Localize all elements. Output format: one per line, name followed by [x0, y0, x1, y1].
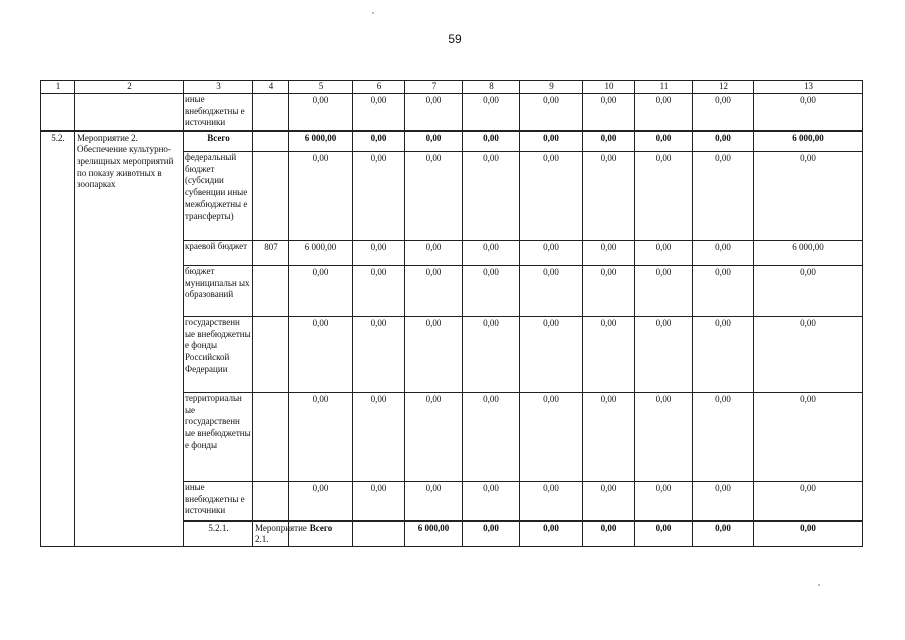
value-cell: 6 000,00 — [754, 131, 863, 152]
event-name: Мероприятие 2. Обеспечение культурно-зрелищных мероприятий по показу животных в зоопарках — [75, 131, 184, 547]
scan-speck — [372, 12, 374, 14]
value-cell: 0,00 — [353, 241, 405, 266]
funding-source: государственн ые внебюджетны е фонды Российской Федерации — [184, 317, 253, 393]
value-cell: 0,00 — [583, 317, 635, 393]
value-cell: 0,00 — [520, 266, 583, 317]
row-number: 5.2. — [41, 131, 75, 547]
value-cell: 0,00 — [463, 521, 520, 547]
column-header: 9 — [520, 81, 583, 94]
funding-source: территориальн ые государственн ые внебюджетны е фонды — [184, 393, 253, 482]
value-cell: 0,00 — [353, 317, 405, 393]
column-header: 7 — [405, 81, 463, 94]
value-cell: 0,00 — [463, 94, 520, 131]
value-cell: 6 000,00 — [289, 241, 353, 266]
value-cell: 0,00 — [693, 482, 754, 521]
value-cell: 0,00 — [289, 317, 353, 393]
value-cell: 0,00 — [463, 152, 520, 241]
value-cell: 0,00 — [520, 393, 583, 482]
value-cell: 0,00 — [583, 94, 635, 131]
value-cell: 0,00 — [353, 94, 405, 131]
budget-table — [40, 80, 863, 547]
value-cell: 0,00 — [463, 266, 520, 317]
funding-source: бюджет муниципальн ых образований — [184, 266, 253, 317]
column-header: 2 — [75, 81, 184, 94]
value-cell: 0,00 — [583, 482, 635, 521]
value-cell: 0,00 — [353, 131, 405, 152]
value-cell: 0,00 — [353, 152, 405, 241]
value-cell: 0,00 — [520, 317, 583, 393]
value-cell: 0,00 — [520, 152, 583, 241]
budget-code: 807 — [253, 241, 289, 266]
value-cell: 0,00 — [693, 521, 754, 547]
column-number-row — [41, 81, 863, 94]
budget-code — [253, 131, 289, 152]
funding-source: краевой бюджет — [184, 241, 253, 266]
column-header: 8 — [463, 81, 520, 94]
value-cell: 0,00 — [635, 482, 693, 521]
event-name: Мероприятие 2.1. — [253, 521, 289, 547]
value-cell: 0,00 — [583, 241, 635, 266]
funding-source: иные внебюджетны е источники — [184, 94, 253, 131]
value-cell: 0,00 — [693, 241, 754, 266]
value-cell: 0,00 — [635, 241, 693, 266]
budget-code — [253, 393, 289, 482]
value-cell: 0,00 — [693, 266, 754, 317]
value-cell: 0,00 — [289, 393, 353, 482]
column-header: 6 — [353, 81, 405, 94]
value-cell: 0,00 — [520, 521, 583, 547]
value-cell: 0,00 — [463, 317, 520, 393]
value-cell: 0,00 — [289, 482, 353, 521]
value-cell: 0,00 — [520, 94, 583, 131]
value-cell: 0,00 — [754, 94, 863, 131]
value-cell: 6 000,00 — [405, 521, 463, 547]
budget-code — [253, 317, 289, 393]
value-cell: 0,00 — [353, 393, 405, 482]
value-cell: 0,00 — [693, 131, 754, 152]
funding-source: Всего — [184, 131, 253, 152]
row-number: 5.2.1. — [184, 521, 253, 547]
budget-code — [253, 152, 289, 241]
funding-source: иные внебюджетны е источники — [184, 482, 253, 521]
value-cell: 0,00 — [405, 94, 463, 131]
value-cell: 0,00 — [289, 94, 353, 131]
value-cell: 0,00 — [463, 131, 520, 152]
row-number — [41, 94, 75, 131]
funding-source: федеральный бюджет (субсидии субвенции иные межбюджетны е трансферты) — [184, 152, 253, 241]
table-row — [41, 94, 863, 131]
table-row — [41, 131, 863, 152]
value-cell: 0,00 — [583, 393, 635, 482]
value-cell: 0,00 — [635, 521, 693, 547]
value-cell: 0,00 — [405, 241, 463, 266]
scan-speck — [818, 584, 820, 586]
column-header: 3 — [184, 81, 253, 94]
value-cell: 0,00 — [289, 266, 353, 317]
value-cell: 0,00 — [754, 317, 863, 393]
value-cell: 0,00 — [463, 482, 520, 521]
value-cell: 0,00 — [635, 317, 693, 393]
value-cell: 0,00 — [353, 266, 405, 317]
value-cell: 0,00 — [520, 241, 583, 266]
value-cell: 0,00 — [405, 317, 463, 393]
value-cell: 0,00 — [693, 393, 754, 482]
value-cell: 6 000,00 — [754, 241, 863, 266]
value-cell: 0,00 — [635, 131, 693, 152]
value-cell: 0,00 — [693, 317, 754, 393]
value-cell: 0,00 — [289, 152, 353, 241]
value-cell: 0,00 — [405, 393, 463, 482]
column-header: 4 — [253, 81, 289, 94]
value-cell: 0,00 — [754, 482, 863, 521]
column-header: 5 — [289, 81, 353, 94]
value-cell: 0,00 — [583, 131, 635, 152]
value-cell: 6 000,00 — [289, 131, 353, 152]
budget-code — [253, 94, 289, 131]
value-cell: 0,00 — [405, 266, 463, 317]
value-cell: 0,00 — [520, 482, 583, 521]
budget-code — [253, 266, 289, 317]
value-cell: 0,00 — [583, 152, 635, 241]
value-cell: 0,00 — [405, 482, 463, 521]
column-header: 12 — [693, 81, 754, 94]
value-cell: 0,00 — [754, 152, 863, 241]
column-header: 10 — [583, 81, 635, 94]
value-cell: 0,00 — [583, 266, 635, 317]
value-cell: 0,00 — [353, 482, 405, 521]
value-cell: 0,00 — [405, 131, 463, 152]
value-cell: 0,00 — [583, 521, 635, 547]
event-name — [75, 94, 184, 131]
value-cell: 0,00 — [463, 241, 520, 266]
budget-code — [253, 482, 289, 521]
column-header: 13 — [754, 81, 863, 94]
value-cell: 0,00 — [754, 393, 863, 482]
value-cell: 0,00 — [754, 266, 863, 317]
value-cell: 0,00 — [635, 94, 693, 131]
value-cell: 0,00 — [520, 131, 583, 152]
funding-source: Всего — [289, 521, 353, 547]
value-cell: 0,00 — [754, 521, 863, 547]
column-header: 11 — [635, 81, 693, 94]
value-cell: 0,00 — [405, 152, 463, 241]
value-cell: 0,00 — [693, 152, 754, 241]
value-cell: 0,00 — [635, 152, 693, 241]
value-cell: 0,00 — [635, 266, 693, 317]
value-cell: 0,00 — [463, 393, 520, 482]
page-number: 59 — [448, 32, 462, 46]
value-cell: 0,00 — [635, 393, 693, 482]
budget-code — [353, 521, 405, 547]
column-header: 1 — [41, 81, 75, 94]
value-cell: 0,00 — [693, 94, 754, 131]
